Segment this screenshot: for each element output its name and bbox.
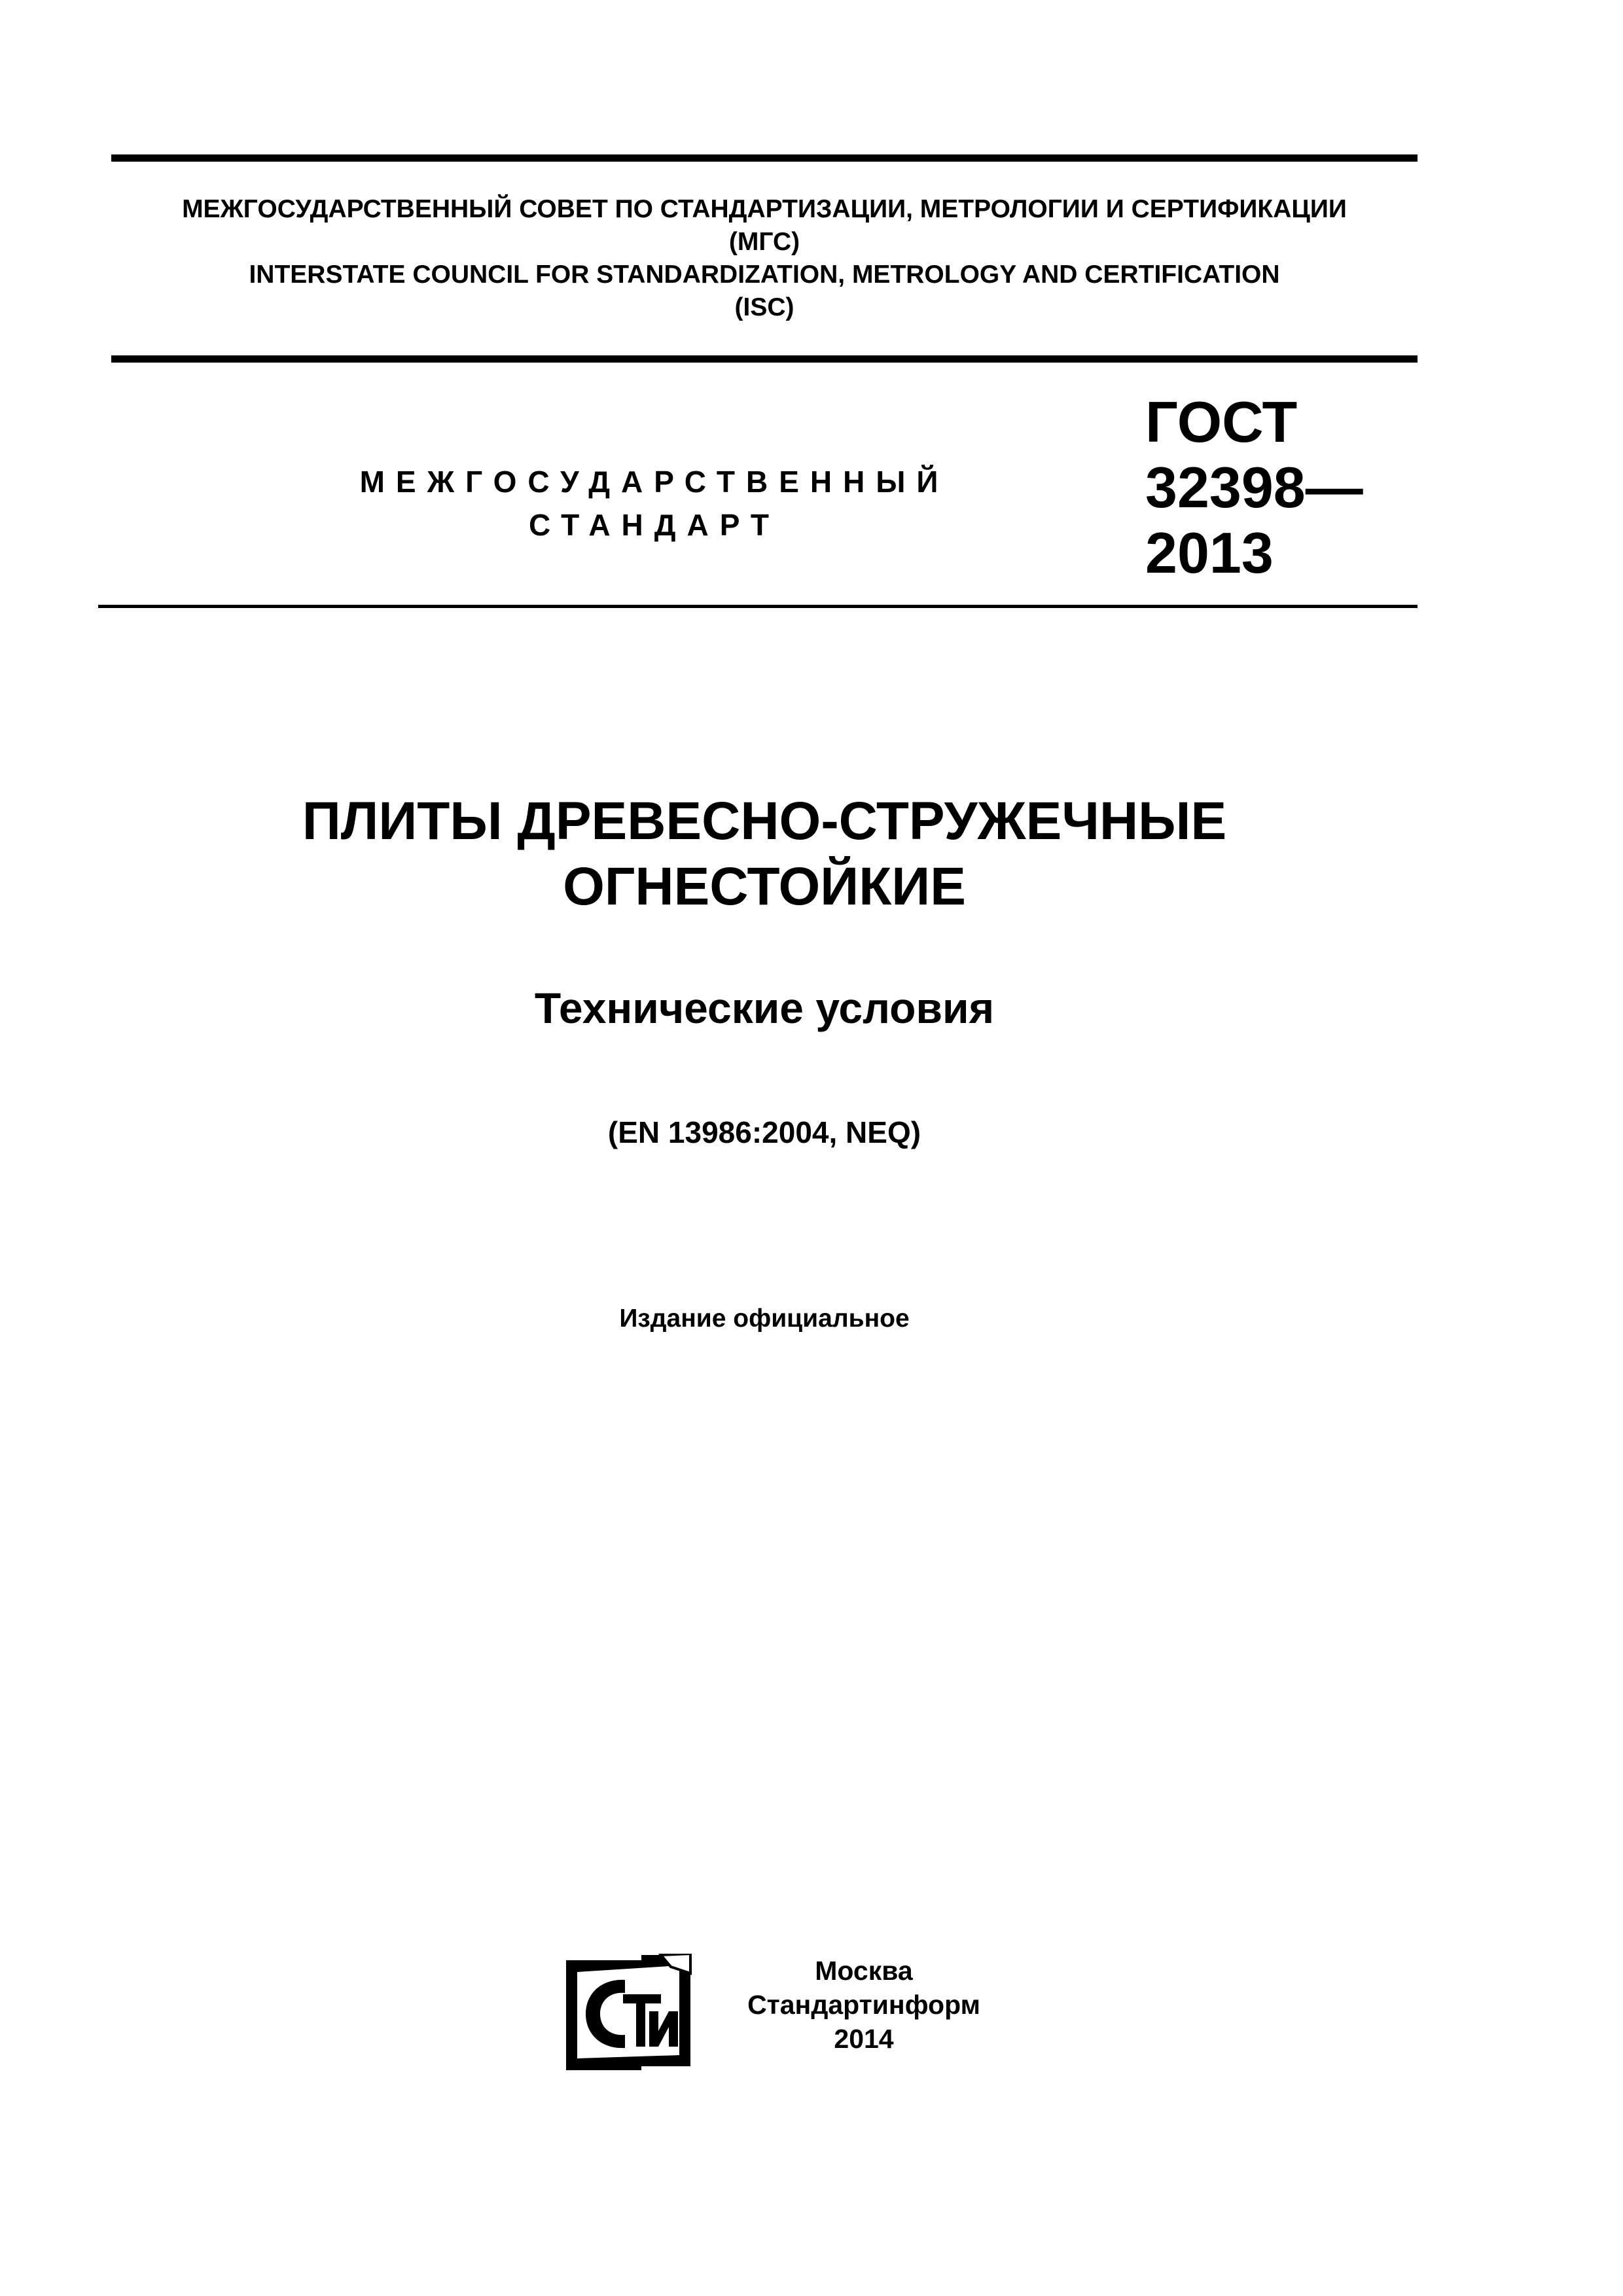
standard-type-line1: МЕЖГОСУДАРСТВЕННЫЙ (359, 465, 950, 499)
edition-note: Издание официальное (619, 1304, 910, 1333)
council-abbr-en: (ISC) (734, 293, 794, 321)
standartinform-logo-icon (563, 1954, 694, 2072)
gost-label: ГОСТ (1145, 389, 1298, 454)
council-name-ru: МЕЖГОСУДАРСТВЕННЫЙ СОВЕТ ПО СТАНДАРТИЗАЦИИ, МЕТРОЛОГИИ И СЕРТИФИКАЦИИ (182, 195, 1347, 223)
publisher-city: Москва (815, 1956, 913, 1986)
document-subtitle: Технические условия (534, 984, 995, 1032)
title-line2: ОГНЕСТОЙКИЕ (563, 857, 966, 916)
middle-rule (111, 355, 1418, 363)
council-abbr-ru: (МГС) (728, 228, 800, 256)
gost-designation (1145, 389, 1363, 586)
bottom-rule (98, 605, 1418, 608)
gost-number: 32398— (1145, 455, 1363, 520)
publisher-year: 2014 (834, 2024, 894, 2054)
council-header (111, 193, 1418, 324)
gost-year: 2013 (1145, 520, 1274, 585)
title-line1: ПЛИТЫ ДРЕВЕСНО-СТРУЖЕЧНЫЕ (302, 791, 1227, 851)
council-name-en: INTERSTATE COUNCIL FOR STANDARDIZATION, METROLOGY AND CERTIFICATION (249, 260, 1280, 289)
equivalence-note: (EN 13986:2004, NEQ) (607, 1115, 921, 1149)
top-rule (111, 154, 1418, 162)
publisher-block (713, 1954, 1014, 2056)
publisher-name: Стандартинформ (747, 1990, 980, 2020)
standard-type (314, 460, 995, 547)
document-title (111, 789, 1418, 920)
standard-type-line2: СТАНДАРТ (529, 508, 780, 542)
